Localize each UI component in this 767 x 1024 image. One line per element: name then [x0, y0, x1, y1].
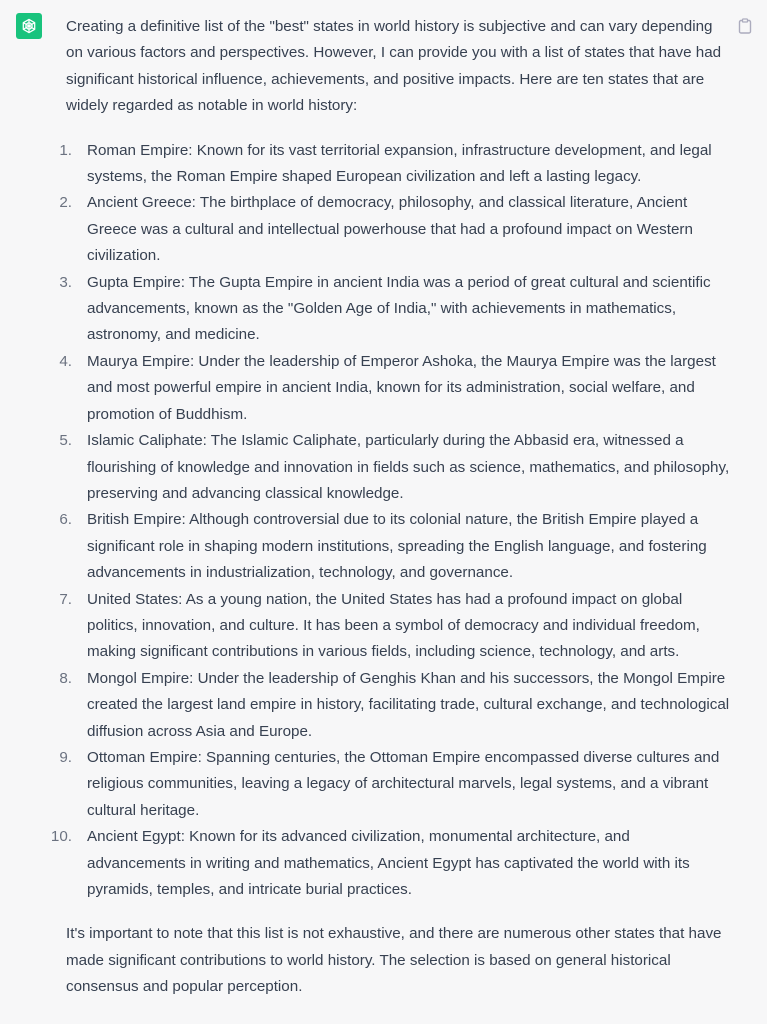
assistant-message	[50, 14, 731, 1001]
list-item	[59, 190, 731, 269]
copy-button[interactable]	[737, 17, 753, 35]
list-item	[59, 270, 731, 349]
list-item	[59, 507, 731, 586]
list-item-number: 2.	[59, 194, 72, 212]
list-item-text: Mongol Empire: Under the leadership of Genghis Khan and his successors, the Mongol Empire created the largest land empire in history, facilitating trade, cultural exchange, and technological diffusion across Asia and Europe.	[87, 669, 730, 740]
list-item-text: Roman Empire: Known for its vast territorial expansion, infrastructure development, and legal systems, the Roman Empire shaped European civilization and left a lasting legacy.	[87, 141, 712, 186]
list-item-number: 8.	[59, 669, 72, 687]
list-item-number: 3.	[59, 273, 72, 291]
list-item-text: British Empire: Although controversial due to its colonial nature, the British Empire played a significant role in shaping modern institutions, spreading the English language, and fostering advancements in industrialization, technology, and governance.	[87, 511, 707, 582]
list-item	[59, 349, 731, 428]
clipboard-icon	[738, 18, 752, 34]
states-list	[50, 138, 731, 904]
list-item	[59, 428, 731, 507]
list-item	[59, 587, 731, 666]
list-item-text: United States: As a young nation, the United States has had a profound impact on global politics, innovation, and culture. It has been a symbol of democracy and individual freedom, making significant contributions in various fields, including science, technology, and arts.	[87, 590, 700, 661]
list-item-number: 1.	[59, 141, 72, 159]
outro-paragraph: It's important to note that this list is not exhaustive, and there are numerous other states that have made significant contributions to world history. The selection is based on general historical consensus and popular perception.	[66, 925, 722, 996]
assistant-avatar	[16, 13, 42, 39]
list-item-number: 5.	[59, 432, 72, 450]
list-item	[50, 824, 731, 903]
list-item-number: 9.	[59, 748, 72, 766]
list-item	[59, 745, 731, 824]
list-item-number: 7.	[59, 590, 72, 608]
list-item-text: Ancient Greece: The birthplace of democracy, philosophy, and classical literature, Ancient Greece was a cultural and intellectual powerhouse that had a profound impact on Western civilization.	[87, 194, 693, 265]
list-item-text: Ancient Egypt: Known for its advanced civilization, monumental architecture, and advancements in writing and mathematics, Ancient Egypt has captivated the world with its pyramids, temples, and intricate burial practices.	[87, 828, 690, 898]
openai-logo-icon	[20, 17, 38, 35]
list-item	[59, 138, 731, 191]
intro-paragraph: Creating a definitive list of the "best" states in world history is subjective and can vary depending on various factors and perspectives. However, I can provide you with a list of states that have had significant historical influence, achievements, and positive impacts. Here are ten states that are widely regarded as notable in world history:	[66, 18, 722, 115]
list-item-text: Maurya Empire: Under the leadership of Emperor Ashoka, the Maurya Empire was the largest and most powerful empire in ancient India, known for its administration, social welfare, and promotion of Buddhism.	[87, 352, 716, 423]
list-item	[59, 666, 731, 745]
list-item-text: Islamic Caliphate: The Islamic Caliphate, particularly during the Abbasid era, witnessed a flourishing of knowledge and innovation in fields such as science, mathematics, and philosophy, preserving and advancing classical knowledge.	[87, 432, 730, 502]
list-item-text: Ottoman Empire: Spanning centuries, the Ottoman Empire encompassed diverse cultures and religious communities, leaving a legacy of architectural marvels, legal systems, and a vibrant cultural heritage.	[87, 748, 720, 819]
list-item-number: 10.	[50, 828, 72, 846]
list-item-number: 6.	[59, 511, 72, 529]
list-item-number: 4.	[59, 352, 72, 370]
list-item-text: Gupta Empire: The Gupta Empire in ancient India was a period of great cultural and scientific advancements, known as the "Golden Age of India," with achievements in mathematics, astronomy, and medicine.	[87, 273, 711, 344]
